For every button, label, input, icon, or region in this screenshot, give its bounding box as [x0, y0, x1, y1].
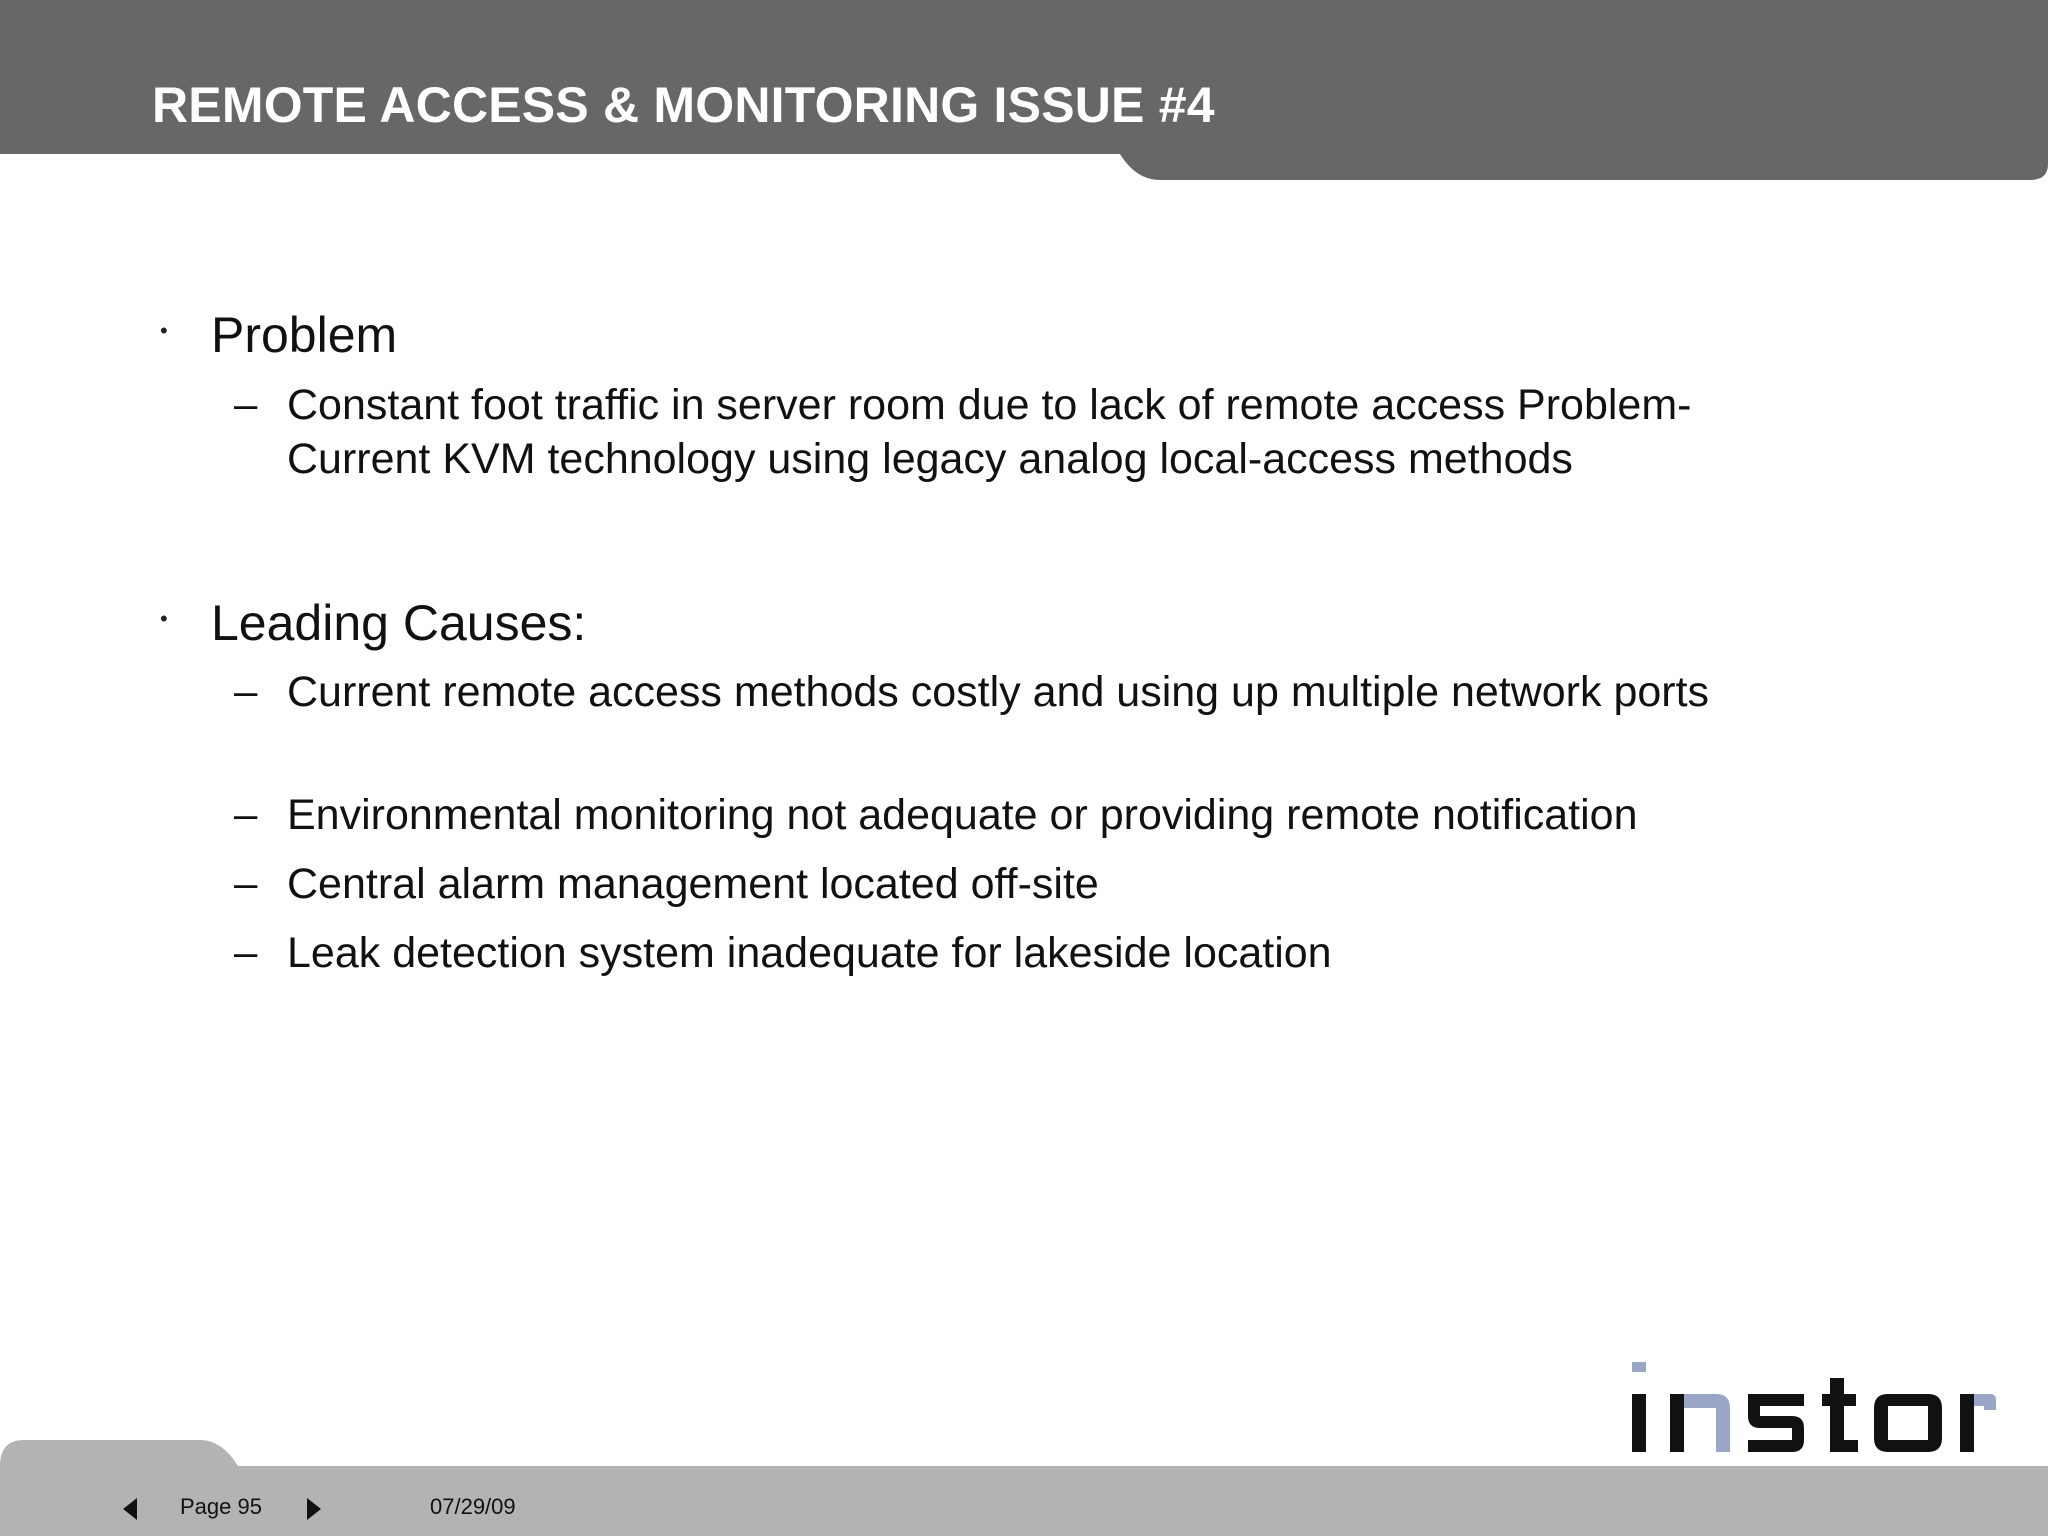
- dash-marker: –: [234, 667, 258, 714]
- section-heading-leading-causes: Leading Causes:: [211, 595, 587, 651]
- slide-date: 07/29/09: [430, 1494, 516, 1519]
- cause-item: Environmental monitoring not adequate or providing remote notification: [287, 791, 1638, 839]
- dash-marker: –: [234, 859, 258, 906]
- page-number: Page 95: [180, 1494, 262, 1519]
- problem-item: Constant foot traffic in server room due to lack of remote access Problem-Current KVM technology using legacy analog local-access methods: [287, 381, 1692, 483]
- bullet-marker: •: [160, 606, 168, 631]
- bullet-marker: •: [160, 318, 168, 343]
- next-page-button[interactable]: [298, 1494, 328, 1524]
- slide-title: REMOTE ACCESS & MONITORING ISSUE #4: [152, 77, 1215, 133]
- dash-marker: –: [234, 380, 258, 427]
- cause-item: Leak detection system inadequate for lakeside location: [287, 929, 1332, 977]
- triangle-left-icon: [123, 1498, 139, 1520]
- section-heading-problem: Problem: [211, 307, 398, 363]
- dash-marker: –: [234, 928, 258, 975]
- dash-marker: –: [234, 790, 258, 837]
- prev-page-button[interactable]: [116, 1494, 146, 1524]
- triangle-right-icon: [305, 1498, 321, 1520]
- cause-item: Current remote access methods costly and using up multiple network ports: [287, 668, 1710, 716]
- cause-item: Central alarm management located off-site: [287, 860, 1099, 908]
